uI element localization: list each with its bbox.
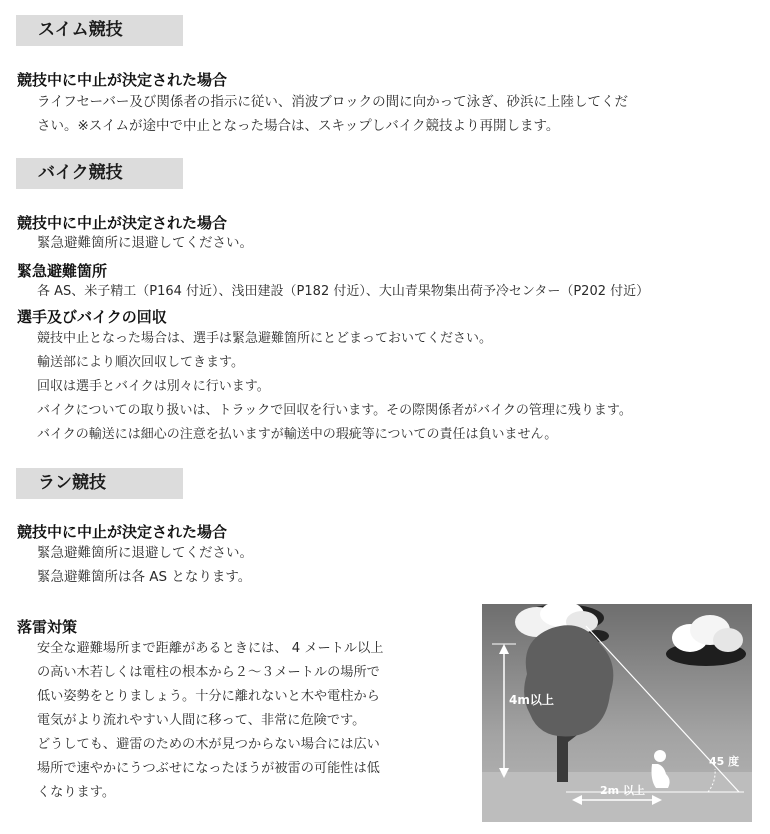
ground	[482, 772, 752, 822]
run-stop-heading: 競技中に中止が決定された場合	[17, 523, 228, 541]
bike-shelter-text	[37, 280, 649, 304]
angle-label: 45 度	[709, 755, 740, 768]
text-line: の高い木若しくは電柱の根本から２～３メートルの場所で	[37, 665, 380, 680]
lightning-safety-illustration	[482, 604, 752, 822]
swim-stop-text	[37, 90, 628, 138]
swim-section-title: スイム競技	[16, 15, 183, 46]
bike-section-title: バイク競技	[16, 158, 183, 189]
bike-collect-text	[37, 327, 632, 447]
bike-stop-text	[37, 231, 253, 255]
text-line: 場所で速やかにうつぶせになったほうが被雷の可能性は低	[37, 761, 380, 776]
lightning-heading: 落雷対策	[17, 618, 78, 636]
text-line: 緊急避難箇所は各 AS となります。	[37, 569, 252, 585]
text-line: 安全な避難場所まで距離があるときには、 4 メートル以上	[37, 641, 384, 656]
run-stop-text	[37, 541, 253, 589]
text-line: バイクについての取り扱いは、トラックで回収を行います。その際関係者がバイクの管理に残ります。	[37, 403, 632, 418]
text-line: くなります。	[37, 785, 116, 800]
text-line: 各 AS、米子精工（P164 付近）、浅田建設（P182 付近）、大山青果物集出荷予冷センター（P202 付近）	[37, 284, 650, 299]
illustration-svg	[482, 604, 752, 822]
text-line: 緊急避難箇所に退避してください。	[37, 235, 253, 251]
height-label: 4m以上	[509, 693, 554, 707]
text-line: 電気がより流れやすい人間に移って、非常に危険です。	[37, 713, 366, 728]
lightning-text	[37, 637, 383, 805]
text-line: 回収は選手とバイクは別々に行います。	[37, 379, 270, 394]
text-line: どうしても、避雷のための木が見つからない場合には広い	[37, 737, 380, 752]
bike-stop-heading: 競技中に中止が決定された場合	[17, 214, 228, 232]
swim-stop-heading: 競技中に中止が決定された場合	[17, 71, 228, 89]
text-line: 輸送部により順次回収してきます。	[37, 355, 244, 370]
distance-label: 2m 以上	[600, 784, 645, 797]
text-line: ライフセーバー及び関係者の指示に従い、消波ブロックの間に向かって泳ぎ、砂浜に上陸してくだ	[37, 94, 629, 110]
bike-shelter-heading: 緊急避難箇所	[17, 262, 108, 280]
text-line: 低い姿勢をとりましょう。十分に離れないと木や電柱から	[37, 689, 380, 704]
text-line: さい。※スイムが途中で中止となった場合は、スキップしバイク競技より再開します。	[37, 118, 560, 134]
text-line: 緊急避難箇所に退避してください。	[37, 545, 253, 561]
bike-collect-heading: 選手及びバイクの回収	[17, 308, 167, 326]
text-line: バイクの輸送には細心の注意を払いますが輸送中の瑕疵等についての責任は負いません。	[37, 427, 558, 442]
text-line: 競技中止となった場合は、選手は緊急避難箇所にとどまっておいてください。	[37, 331, 493, 346]
run-section-title: ラン競技	[16, 468, 183, 499]
